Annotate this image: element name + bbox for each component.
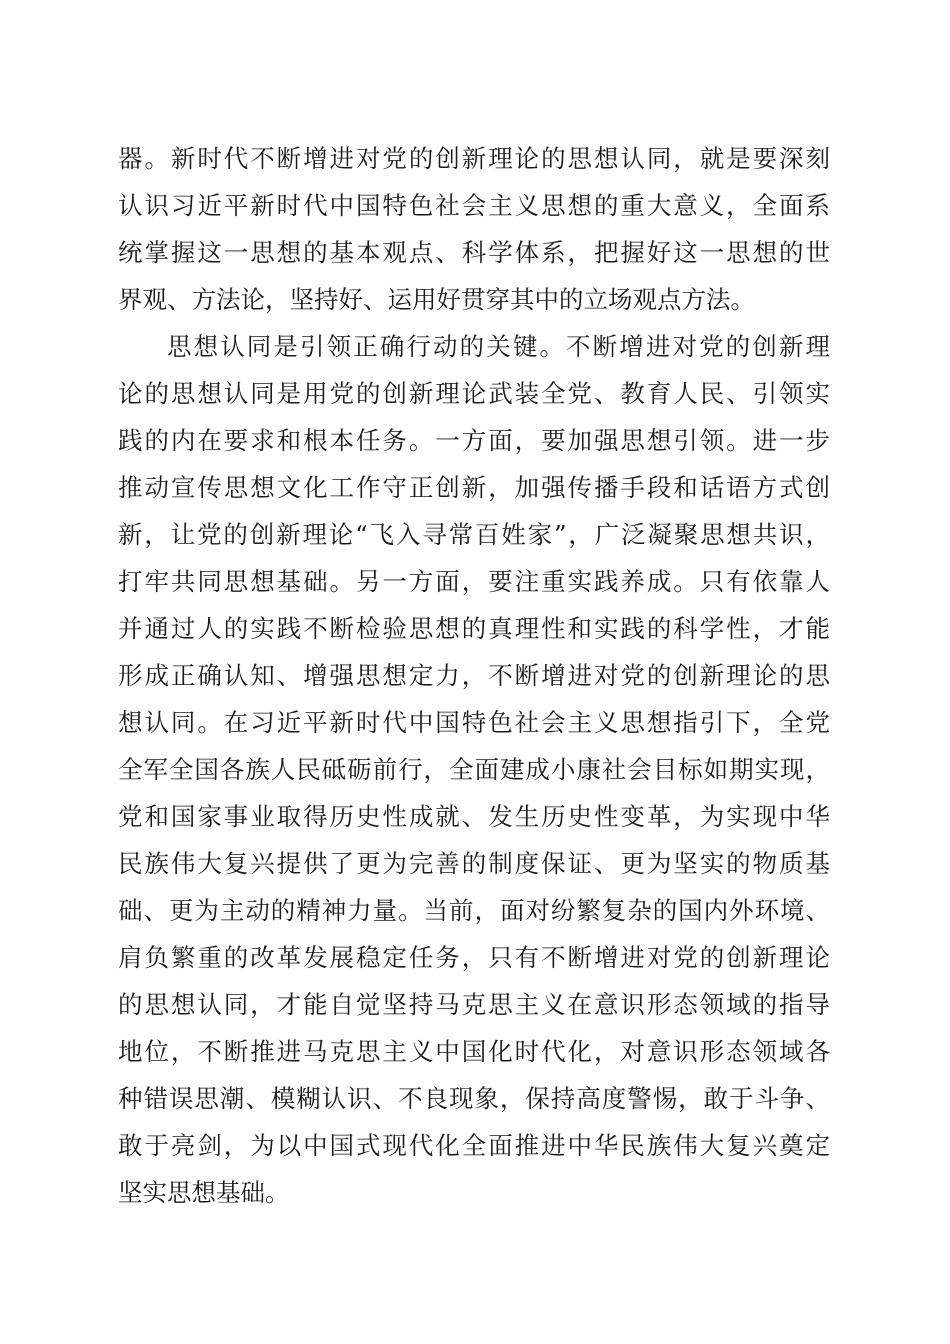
- text-line: 肩负繁重的改革发展稳定任务，只有不断增进对党的创新理论: [118, 943, 830, 972]
- text-line: 界观、方法论，坚持好、运用好贯穿其中的立场观点方法。: [118, 285, 755, 314]
- text-line: 全军全国各族人民砥砺前行，全面建成小康社会目标如期实现，: [118, 755, 830, 784]
- text-line: 民族伟大复兴提供了更为完善的制度保证、更为坚实的物质基: [118, 849, 830, 878]
- text-line: 想认同。在习近平新时代中国特色社会主义思想指引下，全党: [118, 708, 830, 737]
- text-line: 推动宣传思想文化工作守正创新，加强传播手段和话语方式创: [118, 473, 830, 502]
- text-line: 坚实思想基础。: [118, 1178, 290, 1207]
- text-line: 认识习近平新时代中国特色社会主义思想的重大意义，全面系: [118, 191, 830, 220]
- text-line: 地位，不断推进马克思主义中国化时代化，对意识形态领域各: [118, 1037, 830, 1066]
- text-line: 器。新时代不断增进对党的创新理论的思想认同，就是要深刻: [118, 144, 830, 173]
- text-line: 打牢共同思想基础。另一方面，要注重实践养成。只有依靠人: [118, 567, 830, 596]
- paragraph-1: [118, 135, 830, 323]
- text-line: 践的内在要求和根本任务。一方面，要加强思想引领。进一步: [118, 426, 830, 455]
- text-line: 并通过人的实践不断检验思想的真理性和实践的科学性，才能: [118, 614, 830, 643]
- text-line: 统掌握这一思想的基本观点、科学体系，把握好这一思想的世: [118, 238, 830, 267]
- text-line: 思想认同是引领正确行动的关键。不断增进对党的创新理: [167, 332, 830, 361]
- text-line: 新，让党的创新理论“飞入寻常百姓家”，广泛凝聚思想共识，: [118, 520, 830, 549]
- text-line: 党和国家事业取得历史性成就、发生历史性变革，为实现中华: [118, 802, 830, 831]
- text-line: 敢于亮剑，为以中国式现代化全面推进中华民族伟大复兴奠定: [118, 1131, 830, 1160]
- text-line: 础、更为主动的精神力量。当前，面对纷繁复杂的国内外环境、: [118, 896, 830, 925]
- paragraph-2: [118, 323, 830, 1216]
- body-text: [118, 135, 830, 1216]
- text-line: 形成正确认知、增强思想定力，不断增进对党的创新理论的思: [118, 661, 830, 690]
- text-line: 种错误思潮、模糊认识、不良现象，保持高度警惕，敢于斗争、: [118, 1084, 830, 1113]
- text-line: 的思想认同，才能自觉坚持马克思主义在意识形态领域的指导: [118, 990, 830, 1019]
- text-line: 论的思想认同是用党的创新理论武装全党、教育人民、引领实: [118, 379, 830, 408]
